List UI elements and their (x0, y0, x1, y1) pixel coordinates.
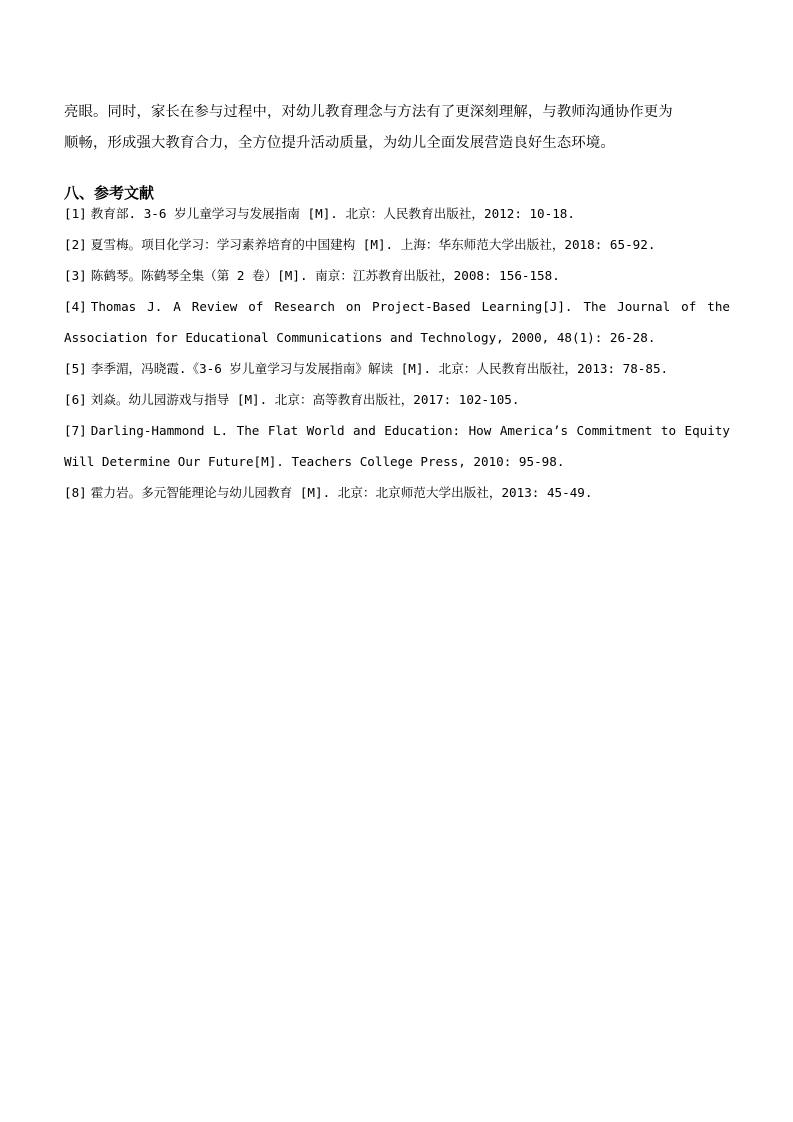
reference-number: [1] (64, 206, 87, 221)
reference-item-3 (64, 260, 730, 291)
reference-text: 刘焱。幼儿园游戏与指导 [M]. 北京：高等教育出版社，2017: 102-105. (90, 392, 520, 407)
reference-item-2 (64, 229, 730, 260)
reference-number: [8] (64, 485, 87, 500)
reference-number: [5] (64, 361, 87, 376)
body-line-1: 亮眼。同时，家长在参与过程中，对幼儿教育理念与方法有了更深刻理解，与教师沟通协作更为 (64, 104, 673, 120)
reference-text: Thomas J. A Review of Research on Project-Based Learning[J]. The Journal of the Association for Educational Communications and Technology, 2000, 48(1): 26-28. (64, 299, 730, 345)
page-content (64, 97, 730, 508)
reference-text: 夏雪梅。项目化学习：学习素养培育的中国建构 [M]. 上海：华东师范大学出版社，2018: 65-92. (90, 237, 656, 252)
reference-number: [6] (64, 392, 87, 407)
reference-text: 教育部. 3-6 岁儿童学习与发展指南 [M]. 北京：人民教育出版社，2012: 10-18. (90, 206, 575, 221)
reference-item-4 (64, 291, 730, 353)
reference-item-5 (64, 353, 730, 384)
references-heading: 八、参考文献 (64, 184, 155, 202)
reference-number: [4] (64, 299, 87, 314)
reference-item-6 (64, 384, 730, 415)
reference-item-1 (64, 198, 730, 229)
references-list (64, 198, 730, 508)
reference-number: [7] (64, 423, 87, 438)
body-paragraph (64, 97, 730, 159)
reference-text: 陈鹤琴。陈鹤琴全集（第 2 卷）[M]. 南京：江苏教育出版社，2008: 156-158. (90, 268, 560, 283)
reference-text: Darling-Hammond L. The Flat World and Education: How America’s Commitment to Equity Will Determine Our Future[M]. Teachers College Press, 2010: 95-98. (64, 423, 730, 469)
reference-number: [2] (64, 237, 87, 252)
reference-item-7 (64, 415, 730, 477)
reference-number: [3] (64, 268, 87, 283)
reference-text: 霍力岩。多元智能理论与幼儿园教育 [M]. 北京：北京师范大学出版社，2013: 45-49. (90, 485, 593, 500)
reference-text: 李季湄，冯晓霞.《3-6 岁儿童学习与发展指南》解读 [M]. 北京：人民教育出版社，2013: 78-85. (90, 361, 669, 376)
body-line-2: 顺畅，形成强大教育合力，全方位提升活动质量，为幼儿全面发展营造良好生态环境。 (64, 135, 615, 151)
reference-item-8 (64, 477, 730, 508)
